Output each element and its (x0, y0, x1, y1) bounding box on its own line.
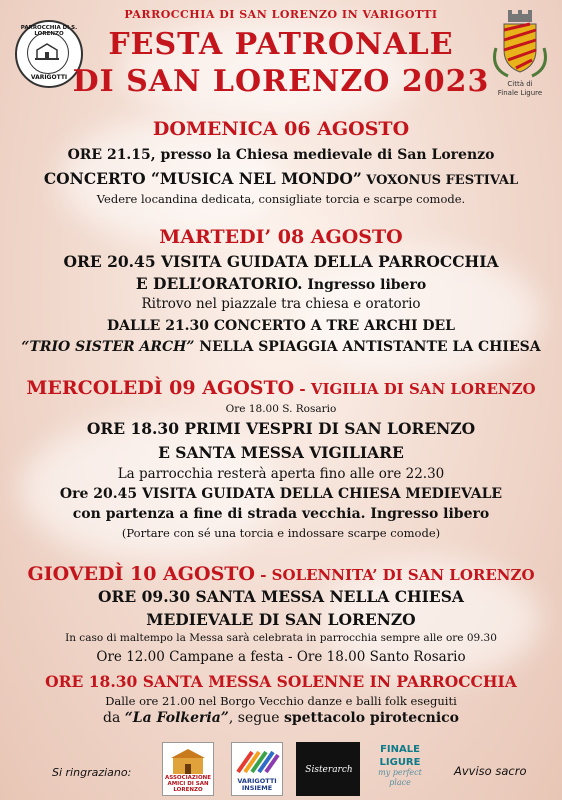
sponsor-amici-label: ASSOCIAZIONE AMICI DI SAN LORENZO (164, 775, 212, 793)
day4-by: da (102, 710, 125, 726)
day4-line5: ORE 18.30 SANTA MESSA SOLENNE IN PARROCCHIA (45, 672, 517, 691)
day2-free-entry: Ingresso libero (302, 277, 427, 293)
day4-heading (0, 563, 562, 585)
day1-concert-title: CONCERTO “MUSICA NEL MONDO” (43, 169, 362, 188)
day2-beach: NELLA SPIAGGIA ANTISTANTE LA CHIESA (194, 339, 541, 355)
day4-follows: , segue (228, 710, 284, 726)
day3-date: MERCOLEDÌ 09 AGOSTO (26, 377, 295, 399)
sponsor-finale-line1: FINALE (380, 744, 420, 755)
day3-subtitle: - VIGILIA DI SAN LORENZO (294, 380, 536, 398)
day4-subtitle: - SOLENNITA’ DI SAN LORENZO (255, 566, 535, 584)
sponsor-sisterarch-logo (296, 742, 360, 796)
page-title-line1: FESTA PATRONALE (108, 27, 454, 62)
day4-line4: Ore 12.00 Campane a festa - Ore 18.00 Santo Rosario (96, 649, 466, 665)
day1-line2 (0, 169, 562, 188)
parish-logo-ring-bottom: VARIGOTTI (30, 74, 68, 81)
day2-line1: ORE 20.45 VISITA GUIDATA DELLA PARROCCHIA (63, 252, 499, 271)
day2-trio-name: “TRIO SISTER ARCH” (21, 339, 195, 355)
day4-line2: MEDIEVALE DI SAN LORENZO (146, 610, 416, 629)
day3-heading (0, 377, 562, 399)
sponsor-finale-logo (371, 742, 429, 796)
day2-line4: DALLE 21.30 CONCERTO A TRE ARCHI DEL (106, 318, 456, 334)
day3-line5: Ore 20.45 VISITA GUIDATA DELLA CHIESA MEDIEVALE (59, 486, 503, 502)
sponsor-varigotti-label: VARIGOTTI INSIEME (237, 777, 277, 792)
page-title-line2: DI SAN LORENZO 2023 (72, 64, 490, 99)
day2-heading: MARTEDI’ 08 AGOSTO (159, 226, 403, 248)
sponsor-finale-line2: LIGURE (379, 757, 421, 768)
day3-line1: Ore 18.00 S. Rosario (225, 403, 337, 415)
day4-folkeria: “La Folkeria” (124, 710, 229, 726)
thanks-label: Si ringraziano: (52, 766, 132, 779)
sponsor-finale-line3: my perfect place (378, 768, 422, 787)
day2-line3: Ritrovo nel piazzale tra chiesa e oratorio (141, 296, 421, 312)
day1-note: Vedere locandina dedicata, consigliate torcia e scarpe comode. (96, 192, 466, 206)
parish-name: PARROCCHIA DI SAN LORENZO IN VARIGOTTI (124, 8, 438, 21)
crest-caption-line1: Città di (507, 80, 533, 88)
sponsor-sisterarch-label: Sisterarch (305, 765, 353, 775)
crest-caption (483, 80, 557, 98)
day3-line7: (Portare con sé una torcia e indossare scarpe comode) (121, 526, 441, 540)
crest-caption-line2: Finale Ligure (497, 89, 543, 97)
day1-heading: DOMENICA 06 AGOSTO (152, 118, 410, 140)
day4-line6: Dalle ore 21.00 nel Borgo Vecchio danze e balli folk eseguiti (105, 694, 457, 708)
rainbow-icon (232, 746, 282, 776)
day4-fireworks: spettacolo pirotecnico (283, 710, 460, 726)
sponsor-amici-logo (162, 742, 214, 796)
day2-oratorio: E DELL’ORATORIO. (135, 274, 303, 293)
day3-line6: con partenza a fine di strada vecchia. Ingresso libero (72, 506, 490, 522)
sponsor-varigotti-logo (231, 742, 283, 796)
city-crest-icon (488, 8, 552, 80)
day1-line1: ORE 21.15, presso la Chiesa medievale di San Lorenzo (67, 147, 495, 163)
day3-line2: ORE 18.30 PRIMI VESPRI DI SAN LORENZO (86, 419, 476, 438)
day1-festival: VOXONUS FESTIVAL (361, 173, 519, 188)
sacred-notice: Avviso sacro (454, 764, 527, 778)
parish-logo-ring-top: PARROCCHIA DI S. LORENZO (20, 25, 78, 37)
day3-line3: E SANTA MESSA VIGILIARE (158, 443, 404, 462)
day3-line4: La parrocchia resterà aperta fino alle ore 22.30 (117, 466, 445, 482)
day4-line3: In caso di maltempo la Messa sarà celebrata in parrocchia sempre alle ore 09.30 (65, 632, 497, 644)
day4-date: GIOVEDÌ 10 AGOSTO (27, 563, 255, 585)
day4-line7 (0, 710, 562, 726)
day2-line5 (0, 339, 562, 355)
church-icon (163, 746, 213, 776)
day2-line2 (0, 274, 562, 293)
day4-line1: ORE 09.30 SANTA MESSA NELLA CHIESA (98, 587, 464, 606)
